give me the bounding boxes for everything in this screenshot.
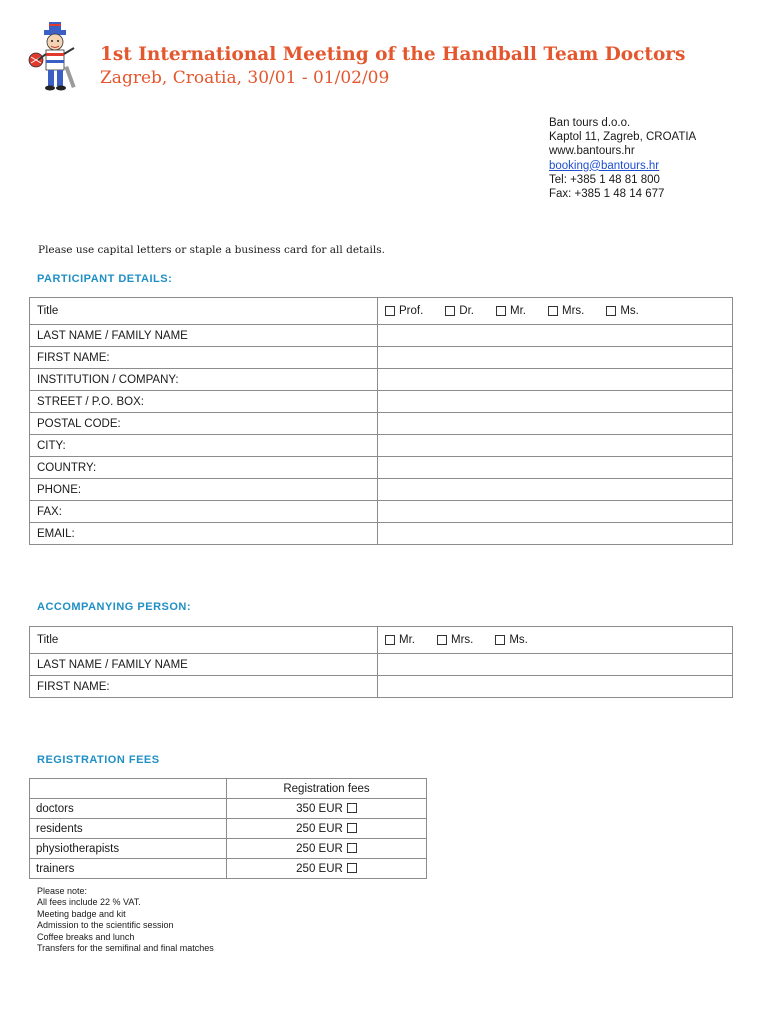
fees-header-empty: [30, 779, 227, 799]
option-label: Prof.: [399, 305, 424, 317]
field-input-cell[interactable]: [378, 435, 733, 457]
table-row: [30, 298, 733, 325]
accompanying-table: [29, 626, 733, 698]
fee-amount: 250 EUR: [296, 862, 343, 875]
page-subtitle: Zagreb, Croatia, 30/01 - 01/02/09: [100, 68, 390, 88]
contact-block: [549, 116, 696, 201]
fee-category: trainers: [30, 859, 227, 879]
field-input-cell[interactable]: [378, 457, 733, 479]
note-line: Coffee breaks and lunch: [37, 931, 135, 942]
checkbox-icon[interactable]: [437, 635, 447, 645]
fee-amount: 250 EUR: [296, 822, 343, 835]
notes-block: [37, 886, 214, 954]
fee-amount: 350 EUR: [296, 802, 343, 815]
fee-amount-cell: [227, 799, 427, 819]
field-input-cell[interactable]: [378, 325, 733, 347]
note-line: Transfers for the semifinal and final matches: [37, 943, 214, 954]
title-option-mrs[interactable]: [437, 634, 473, 646]
table-row: [30, 627, 733, 654]
fee-amount: 250 EUR: [296, 842, 343, 855]
note-line: All fees include 22 % VAT.: [37, 897, 141, 908]
table-row: [30, 369, 733, 391]
table-row: [30, 799, 427, 819]
title-option-prof[interactable]: [385, 305, 423, 317]
fees-table: [29, 778, 427, 879]
field-input-cell[interactable]: [378, 523, 733, 545]
checkbox-icon[interactable]: [347, 803, 357, 813]
table-row: [30, 523, 733, 545]
table-row: [30, 413, 733, 435]
field-input-cell[interactable]: [378, 676, 733, 698]
title-option-mr[interactable]: [385, 634, 415, 646]
fees-column-header: Registration fees: [227, 779, 427, 799]
option-label: Mrs.: [561, 305, 585, 317]
field-label: FIRST NAME:: [30, 676, 378, 698]
accompanying-title-options: [378, 627, 733, 654]
handball-mascot-logo: [24, 20, 86, 92]
field-input-cell[interactable]: [378, 654, 733, 676]
contact-address: Kaptol 11, Zagreb, CROATIA: [549, 131, 697, 144]
contact-website: www.bantours.hr: [549, 145, 635, 158]
field-input-cell[interactable]: [378, 479, 733, 501]
contact-fax: Fax: +385 1 48 14 677: [549, 188, 665, 201]
fees-heading: REGISTRATION FEES: [37, 754, 160, 766]
accompanying-heading: ACCOMPANYING PERSON:: [37, 601, 192, 613]
title-option-ms[interactable]: [495, 634, 528, 646]
checkbox-icon[interactable]: [495, 635, 505, 645]
checkbox-icon[interactable]: [347, 843, 357, 853]
field-label: POSTAL CODE:: [30, 413, 378, 435]
page-title: 1st International Meeting of the Handball Team Doctors: [100, 44, 686, 65]
note-line: Meeting badge and kit: [37, 908, 126, 919]
fee-amount-cell: [227, 819, 427, 839]
field-input-cell[interactable]: [378, 369, 733, 391]
fee-amount-cell: [227, 859, 427, 879]
table-row: [30, 347, 733, 369]
field-input-cell[interactable]: [378, 391, 733, 413]
checkbox-icon[interactable]: [385, 306, 395, 316]
field-input-cell[interactable]: [378, 413, 733, 435]
field-label: PHONE:: [30, 479, 378, 501]
field-input-cell[interactable]: [378, 501, 733, 523]
contact-email-link[interactable]: booking@bantours.hr: [549, 159, 660, 172]
field-label: FIRST NAME:: [30, 347, 378, 369]
table-row: [30, 435, 733, 457]
accompanying-title-label: Title: [30, 627, 378, 654]
option-label: Ms.: [509, 634, 528, 646]
fee-amount-cell: [227, 839, 427, 859]
checkbox-icon[interactable]: [385, 635, 395, 645]
field-label: EMAIL:: [30, 523, 378, 545]
checkbox-icon[interactable]: [347, 823, 357, 833]
option-label: Mr.: [399, 634, 415, 646]
participant-heading: PARTICIPANT DETAILS:: [37, 273, 173, 285]
table-row: [30, 391, 733, 413]
title-option-mrs[interactable]: [548, 305, 584, 317]
title-option-mr[interactable]: [496, 305, 526, 317]
checkbox-icon[interactable]: [445, 306, 455, 316]
table-row: [30, 501, 733, 523]
note-line: Admission to the scientific session: [37, 920, 174, 931]
title-label: Title: [30, 298, 378, 325]
field-label: CITY:: [30, 435, 378, 457]
table-row: [30, 839, 427, 859]
table-row: [30, 479, 733, 501]
table-row: [30, 779, 427, 799]
field-label: LAST NAME / FAMILY NAME: [30, 325, 378, 347]
field-input-cell[interactable]: [378, 347, 733, 369]
checkbox-icon[interactable]: [347, 863, 357, 873]
field-label: STREET / P.O. BOX:: [30, 391, 378, 413]
intro-text: Please use capital letters or staple a business card for all details.: [38, 244, 385, 256]
fee-category: residents: [30, 819, 227, 839]
title-option-dr[interactable]: [445, 305, 474, 317]
table-row: [30, 819, 427, 839]
note-line: Please note:: [37, 886, 88, 896]
fee-category: doctors: [30, 799, 227, 819]
table-row: [30, 325, 733, 347]
table-row: [30, 457, 733, 479]
title-options: [378, 298, 733, 325]
option-label: Mrs.: [450, 634, 474, 646]
checkbox-icon[interactable]: [548, 306, 558, 316]
option-label: Ms.: [620, 305, 639, 317]
field-label: LAST NAME / FAMILY NAME: [30, 654, 378, 676]
option-label: Dr.: [459, 305, 474, 317]
field-label: COUNTRY:: [30, 457, 378, 479]
option-label: Mr.: [510, 305, 526, 317]
title-option-ms[interactable]: [606, 305, 639, 317]
checkbox-icon[interactable]: [606, 306, 616, 316]
field-label: INSTITUTION / COMPANY:: [30, 369, 378, 391]
contact-company: Ban tours d.o.o.: [549, 117, 631, 129]
checkbox-icon[interactable]: [496, 306, 506, 316]
table-row: [30, 654, 733, 676]
field-label: FAX:: [30, 501, 378, 523]
table-row: [30, 676, 733, 698]
contact-tel: Tel: +385 1 48 81 800: [549, 173, 660, 186]
table-row: [30, 859, 427, 879]
fee-category: physiotherapists: [30, 839, 227, 859]
participant-table: [29, 297, 733, 545]
